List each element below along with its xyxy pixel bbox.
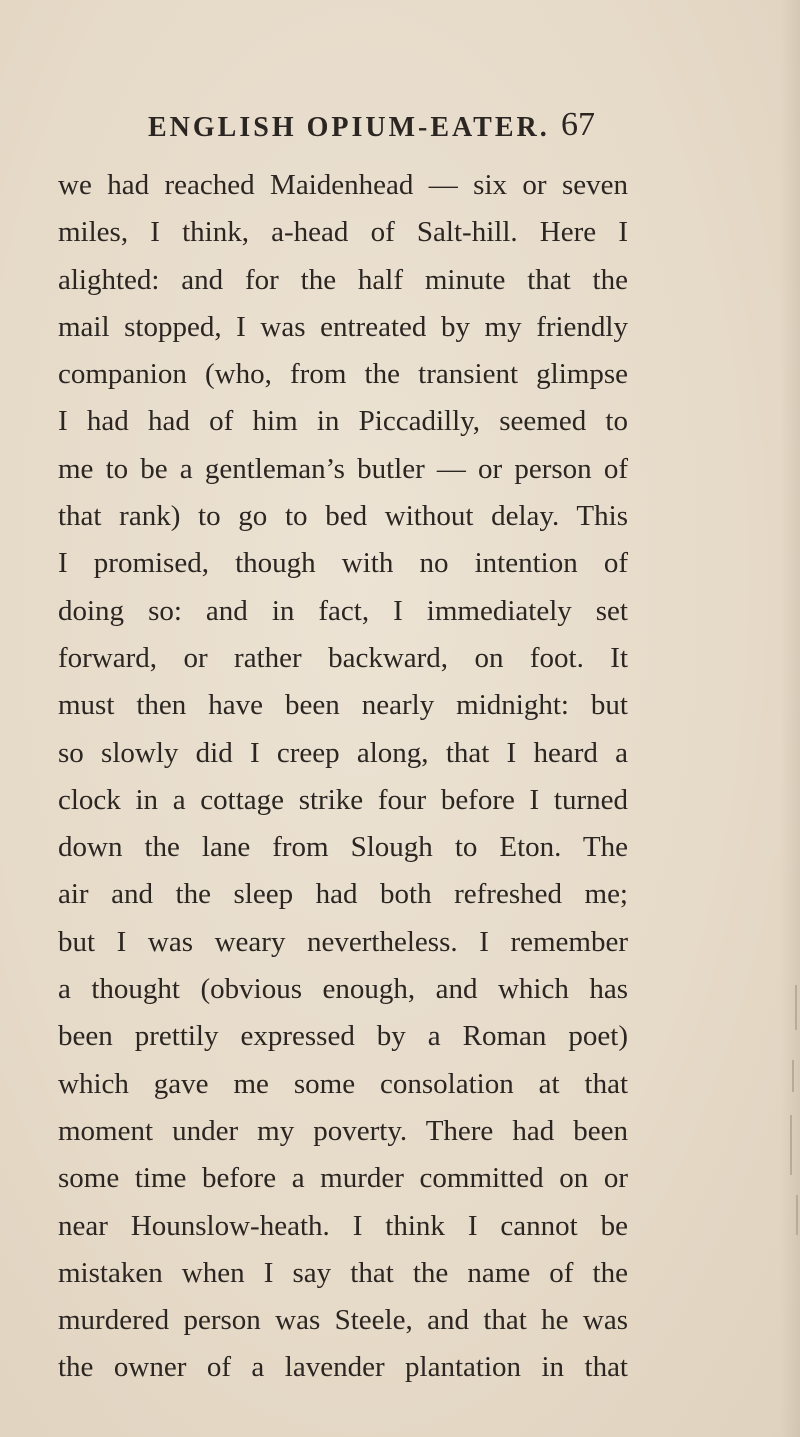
text-line: the owner of a lavender plantation in that <box>58 1351 628 1384</box>
text-line: alighted: and for the half minute that the <box>58 263 628 296</box>
text-line: near Hounslow-heath. I think I cannot be <box>58 1209 628 1242</box>
text-line: that rank) to go to bed without delay. This <box>58 500 628 533</box>
text-line: down the lane from Slough to Eton. The <box>58 831 628 864</box>
running-head: ENGLISH OPIUM-EATER. <box>148 112 550 143</box>
text-line: some time before a murder committed on or <box>58 1162 628 1195</box>
margin-mark <box>795 985 797 1030</box>
text-line: clock in a cottage strike four before I turned <box>58 783 628 816</box>
text-line: but I was weary nevertheless. I remember <box>58 925 628 958</box>
text-line: been prettily expressed by a Roman poet) <box>58 1020 628 1053</box>
margin-mark <box>792 1060 794 1092</box>
margin-mark <box>790 1115 792 1175</box>
text-line: I had had of him in Piccadilly, seemed to <box>58 405 628 438</box>
page-number: 67 <box>561 106 595 143</box>
text-line: we had reached Maidenhead — six or seven <box>58 169 628 201</box>
text-line: murdered person was Steele, and that he was <box>58 1304 628 1337</box>
text-line: must then have been nearly midnight: but <box>58 689 628 722</box>
text-line: which gave me some consolation at that <box>58 1067 628 1100</box>
text-line: me to be a gentleman’s butler — or person of <box>58 452 628 485</box>
page-header <box>148 106 668 150</box>
body-text <box>58 162 628 1392</box>
text-line: so slowly did I creep along, that I heard a <box>58 736 628 769</box>
text-line: companion (who, from the transient glimpse <box>58 358 628 391</box>
text-line: doing so: and in fact, I immediately set <box>58 594 628 627</box>
text-line: mistaken when I say that the name of the <box>58 1256 628 1289</box>
text-line: a thought (obvious enough, and which has <box>58 973 628 1006</box>
text-line: miles, I think, a-head of Salt-hill. Here I <box>58 216 628 249</box>
text-line: moment under my poverty. There had been <box>58 1114 628 1147</box>
text-line: mail stopped, I was entreated by my friendly <box>58 310 628 343</box>
text-line: I promised, though with no intention of <box>58 547 628 580</box>
margin-mark <box>796 1195 798 1235</box>
text-line: forward, or rather backward, on foot. It <box>58 641 628 674</box>
text-line: air and the sleep had both refreshed me; <box>58 878 628 911</box>
